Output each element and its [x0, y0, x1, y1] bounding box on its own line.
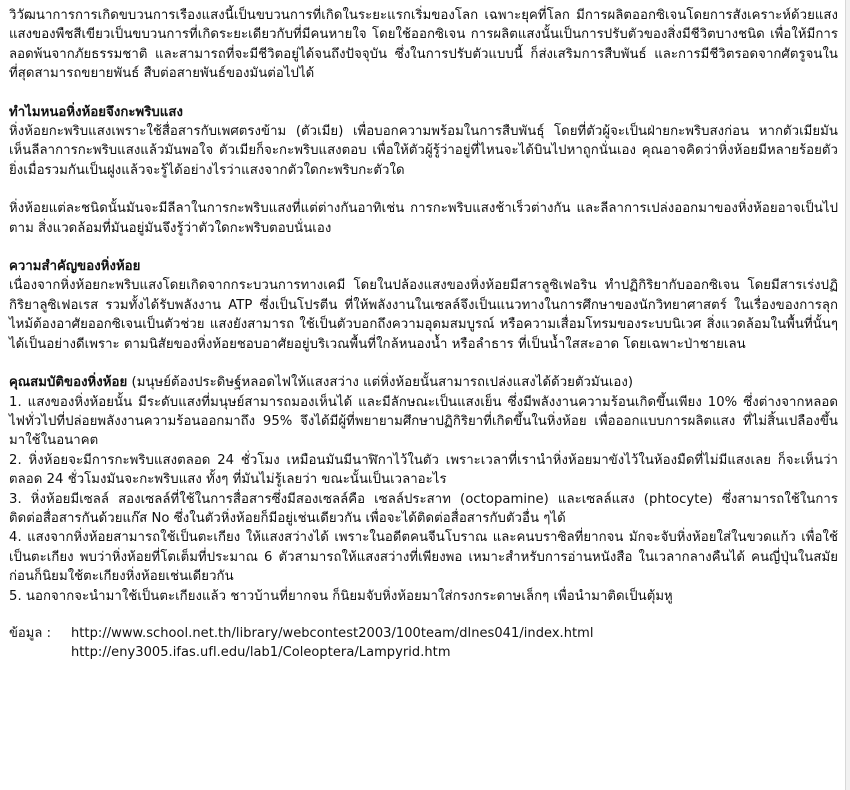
reference-url-2[interactable]: http://eny3005.ifas.ufl.edu/lab1/Coleoptera/Lampyrid.htm: [71, 645, 451, 661]
spacer: [9, 354, 838, 373]
vertical-scrollbar[interactable]: [845, 0, 850, 790]
spacer: [9, 238, 838, 257]
section-heading-importance: ความสำคัญของหิ่งห้อย: [9, 259, 141, 275]
section-heading-properties: คุณสมบัติของหิ่งห้อย: [9, 375, 128, 391]
references-label: ข้อมูล :: [9, 625, 52, 641]
spacer: [9, 84, 838, 103]
properties-heading-note: (มนุษย์ต้องประดิษฐ์หลอดไฟให้แสงสว่าง แต่หิ่งห้อยนั้นสามารถเปล่งแสงได้ด้วยตัวมันเอง): [127, 375, 634, 391]
reference-url-1[interactable]: http://www.school.net.th/library/webcontest2003/100team/dlnes041/index.html: [71, 625, 594, 641]
spacer: [9, 606, 838, 624]
property-item-5: 5. นอกจากจะนำมาใช้เป็นตะเกียงแล้ว ชาวบ้านที่ยากจน ก็นิยมจับหิ่งห้อยมาใส่กรงกระดาษเล็กๆ เพื่อนำมาติดเป็นตุ้มหู: [9, 588, 673, 604]
references-line-2: [9, 643, 838, 662]
importance-paragraph: เนื่องจากหิ่งห้อยกะพริบแสงโดยเกิดจากกระบวนการทางเคมี โดยในปล้องแสงของหิ่งห้อยมีสารลูซิเฟอริน ทำปฏิกิริยากับออกซิเจน โดยมีสารเร่งปฏิกิริยาลูซิเฟอเรส รวมทั้งได้รับพลังงาน ATP ซึ่งเป็นโปรตีน ที่ให้พลังงานในเซลล์จึงเป็นแนวทางในการศึกษาของนักวิทยาศาสตร์ ในเรื่องของการลุกไหม้ต้องอาศัยออกซิเจนเป็นตัวช่วย แสงยังสามารถ ใช้เป็นตัวบอกถึงความอุดมสมบูรณ์ หรือความเสื่อมโทรมของระบบนิเวศ สิ่งแวดล้อมในพื้นที่นั้นๆ ได้เป็นอย่างดีเพราะ ตามนิสัยของหิ่งห้อยชอบอาศัยอยู่บริเวณพื้นที่ใกล้หนองน้ำ หรือลำธาร ที่เป็นน้ำใสสะอาด โดยเฉพาะป่าชายเลน: [9, 278, 838, 352]
section-heading-why-blink: ทำไมหนอหิ่งห้อยจึงกะพริบแสง: [9, 104, 183, 120]
property-item-1: 1. แสงของหิ่งห้อยนั้น มีระดับแสงที่มนุษย์สามารถมองเห็นได้ และมีลักษณะเป็นแสงเย็น ซึ่งมีพลังงานความร้อนเกิดขึ้นเพียง 10% ซึ่งต่างจากหลอดไฟทั่วไปที่ปล่อยพลังงานความร้อนออกมาถึง 95% จึงได้มีผู้ที่พยายามศึกษาปฏิกิริยาที่เกิดขึ้นในหิ่งห้อย เพื่อออกแบบการผลิตแสง ที่ไม่สิ้นเปลืองขึ้นมาใช้ในอนาคต: [9, 394, 838, 449]
properties-heading-line: [9, 373, 838, 392]
property-item-4: 4. แสงจากหิ่งห้อยสามารถใช้เป็นตะเกียง ให้แสงสว่างได้ เพราะในอดีตคนจีนโบราณ และคนบราซิลที่ยากจน มักจะจับหิ่งห้อยใส่ในขวดแก้ว เพื่อใช้เป็นตะเกียง พบว่าหิ่งห้อยที่โตเต็มที่ประมาณ 6 ตัวสามารถให้แสงสว่างที่เพียงพอ เหมาะสำหรับการอ่านหนังสือ ในเวลากลางคืนได้ คนญี่ปุ่นในสมัยก่อนก็นิยมใช้ตะเกียงหิ่งห้อยเช่นเดียวกัน: [9, 530, 838, 585]
why-blink-paragraph-2: หิ่งห้อยแต่ละชนิดนั้นมันจะมีลีลาในการกะพริบแสงที่แต่ต่างกันอาทิเช่น การกะพริบแสงช้าเร็วต่างกัน และลีลาการเปล่งออกมาของหิ่งห้อยอาจเป็นไปตาม สิ่งแวดล้อมที่มันอยู่มันจึงรู้ว่าตัวใดกะพริบตอบนั่นเอง: [9, 201, 838, 236]
spacer: [9, 180, 838, 199]
property-item-3: 3. หิ่งห้อยมีเซลล์ สองเซลล์ที่ใช้ในการสื่อสารซึ่งมีสองเซลล์คือ เซลล์ประสาท (octopamine) และเซลล์แสง (phtocyte) ซึ่งสามารถใช้ในการติดต่อสื่อสารกันด้วยแก๊ส No ซึ่งในตัวหิ่งห้อยก็มีอยู่เช่นเดียวกัน เพื่อจะได้ติดต่อสื่อสารกับตัวอื่น ๆได้: [9, 491, 838, 526]
why-blink-paragraph-1: หิ่งห้อยกะพริบแสงเพราะใช้สื่อสารกับเพศตรงข้าม (ตัวเมีย) เพื่อบอกความพร้อมในการสืบพันธุ์ โดยที่ตัวผู้จะเป็นฝ่ายกะพริบสงก่อน หากตัวเมียมันเห็นลีลาการกะพริบแสงแล้วมันพอใจ ตัวเมียก็จะกะพริบแสงตอบ เพื่อให้ตัวผู้รู้ว่าอยู่ที่ไหนจะได้บินไปหาถูกนั่นเอง คุณอาจคิดว่าหิ่งห้อยมีหลายร้อยตัว ยิ่งเมื่อรวมกันเป็นฝูงแล้วจะรู้ได้อย่างไรว่าแสงจากตัวใดกะพริบกะตัวใด: [9, 124, 838, 178]
property-item-2: 2. หิ่งห้อยจะมีการกะพริบแสงตลอด 24 ชั่วโมง เหมือนมันมีนาฬิกาไว้ในตัว เพราะเวลาที่เรานำหิ่งห้อยมาขังไว้ในห้องมืดที่ไม่มีแสงเลย ก็จะเห็นว่าตลอด 24 ชั่วโมงมันจะกะพริบแสง ทั้งๆ ที่มันไม่รู้เลยว่า ขณะนั้นเป็นเวลาอะไร: [9, 452, 838, 488]
intro-paragraph: วิวัฒนาการการเกิดขบวนการเรืองแสงนี้เป็นขบวนการที่เกิดในระยะแรกเริ่มของโลก เฉพาะยุคที่โลก มีการผลิตออกซิเจนโดยการสังเคราะห์ด้วยแสง แสงของพืชสีเขียวเป็นขบวนการที่เกิดระยะเดียวกับที่มีคนหายใจ โดยใช้ออกซิเจน การผลิตแสงนั้นเป็นการปรับตัวของสิ่งมีชีวิตบางชนิด เพื่อให้มีการลอดพ้นจากภัยธรรมชาติ และสามารถที่จะมีชีวิตอยู่ได้จนถึงปัจจุบัน ซึ่งในการปรับตัวแบบนี้ ก็ส่งเสริมการสืบพันธ์ และการมีชีวิตรอดจากศัตรูจนในที่สุดสามารถขยายพันธ์ สืบต่อสายพันธ์ของมันต่อไปได้: [9, 8, 838, 82]
references-line-1: [9, 624, 838, 643]
